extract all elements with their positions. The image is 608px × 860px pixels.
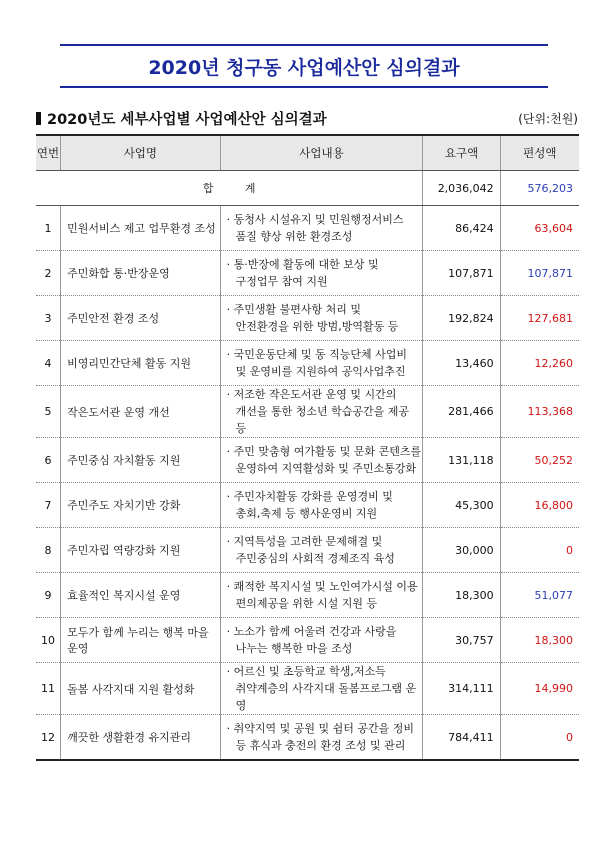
table-row [36,663,579,715]
row-requested: 86,424 [423,206,500,251]
row-desc-line1: · 어르신 및 초등학교 학생,저소득 [226,665,386,678]
row-budget: 0 [500,528,579,573]
row-desc-line1: · 쾌적한 복지시설 및 노인여가시설 이용 [226,580,418,593]
row-desc-line1: · 주민 맞춤형 여가활동 및 문화 콘텐츠를 [226,445,422,458]
row-no: 12 [36,715,61,761]
row-requested: 131,118 [423,438,500,483]
row-requested: 30,000 [423,528,500,573]
row-requested: 30,757 [423,618,500,663]
row-no: 10 [36,618,61,663]
row-name: 주민중심 자치활동 지원 [61,438,221,483]
row-desc-line1: · 주민생활 불편사항 처리 및 [226,303,362,316]
row-desc-line2: 등 휴식과 충전의 환경 조성 및 관리 [235,739,406,752]
row-requested: 314,111 [423,663,500,715]
table-row [36,251,579,296]
row-desc-line2: 주민중심의 사회적 경제조직 육성 [235,552,395,565]
row-no: 7 [36,483,61,528]
row-desc-line2: 구정업무 참여 지원 [235,275,328,288]
row-name: 민원서비스 제고 업무환경 조성 [61,206,221,251]
total-budget: 576,203 [500,171,579,206]
row-desc-line2: 안전환경을 위한 방범,방역활동 등 [235,320,399,333]
row-no: 2 [36,251,61,296]
square-bullet-icon [36,112,41,125]
row-desc-line2: 운영하여 지역활성화 및 주민소통강화 [235,462,417,475]
table-row [36,341,579,386]
row-requested: 192,824 [423,296,500,341]
row-desc-line1: · 국민운동단체 및 동 직능단체 사업비 [226,348,408,361]
row-desc-line1: · 취약지역 및 공원 및 쉼터 공간을 정비 [226,722,415,735]
row-requested: 784,411 [423,715,500,761]
col-header-no: 연번 [36,135,61,171]
section-heading-text: 2020년도 세부사업별 사업예산안 심의결과 [47,112,327,128]
row-no: 4 [36,341,61,386]
table-row [36,573,579,618]
row-desc [220,341,423,386]
table-row [36,483,579,528]
row-desc [220,483,423,528]
row-requested: 13,460 [423,341,500,386]
row-desc-line1: · 동청사 시설유지 및 민원행정서비스 [226,213,404,226]
row-budget: 51,077 [500,573,579,618]
col-header-requested: 요구액 [423,135,500,171]
row-requested: 45,300 [423,483,500,528]
row-desc [220,528,423,573]
row-requested: 18,300 [423,573,500,618]
row-no: 8 [36,528,61,573]
row-budget: 16,800 [500,483,579,528]
row-requested: 281,466 [423,386,500,438]
row-name: 주민화합 통·반장운영 [61,251,221,296]
row-desc-line2: 나누는 행복한 마을 조성 [235,642,353,655]
row-budget: 18,300 [500,618,579,663]
row-desc [220,438,423,483]
row-name: 주민주도 자치기반 강화 [61,483,221,528]
row-desc-line2: 총회,축제 등 행사운영비 지원 [235,507,378,520]
row-name: 주민자립 역량강화 지원 [61,528,221,573]
row-desc-line1: · 통·반장에 활동에 대한 보상 및 [226,258,379,271]
row-desc [220,618,423,663]
row-desc-line2: 취약계층의 사각지대 돌봄프로그램 운영 [235,682,417,712]
table-row [36,206,579,251]
row-desc [220,296,423,341]
total-requested: 2,036,042 [423,171,500,206]
table-row [36,296,579,341]
row-desc-line1: · 지역특성을 고려한 문제해결 및 [226,535,383,548]
row-no: 3 [36,296,61,341]
row-name: 돌봄 사각지대 지원 활성화 [61,663,221,715]
col-header-desc: 사업내용 [220,135,423,171]
row-desc [220,251,423,296]
row-name: 깨끗한 생활환경 유지관리 [61,715,221,761]
row-desc-line2: 편의제공을 위한 시설 지원 등 [235,597,378,610]
row-requested: 107,871 [423,251,500,296]
row-budget: 14,990 [500,663,579,715]
table-row [36,438,579,483]
row-desc [220,386,423,438]
budget-table [36,134,579,761]
row-budget: 63,604 [500,206,579,251]
total-row [36,171,579,206]
row-name: 모두가 함께 누리는 행복 마을 운영 [61,618,221,663]
row-budget: 50,252 [500,438,579,483]
header-row [36,135,579,171]
table-row [36,715,579,761]
row-name: 효율적인 복지시설 운영 [61,573,221,618]
unit-label: (단위:천원) [518,112,578,126]
table-row [36,618,579,663]
row-no: 11 [36,663,61,715]
row-desc [220,715,423,761]
row-desc-line1: · 노소가 함께 어울려 건강과 사랑을 [226,625,397,638]
row-no: 5 [36,386,61,438]
row-budget: 113,368 [500,386,579,438]
row-desc-line2: 품질 향상 위한 환경조성 [235,230,353,243]
total-label: 합 계 [36,171,423,206]
row-budget: 127,681 [500,296,579,341]
row-budget: 107,871 [500,251,579,296]
row-budget: 12,260 [500,341,579,386]
row-name: 주민안전 환경 조성 [61,296,221,341]
row-desc [220,206,423,251]
table-row [36,528,579,573]
page-title: 2020년 청구동 사업예산안 심의결과 [148,57,460,79]
row-no: 6 [36,438,61,483]
row-desc [220,573,423,618]
title-block [60,44,548,88]
col-header-budget: 편성액 [500,135,579,171]
row-desc-line1: · 주민자치활동 강화를 운영경비 및 [226,490,393,503]
section-heading [36,108,327,129]
table-row [36,386,579,438]
row-name: 작은도서관 운영 개선 [61,386,221,438]
title-bottom-rule [60,86,548,88]
col-header-name: 사업명 [61,135,221,171]
row-desc [220,663,423,715]
row-no: 1 [36,206,61,251]
row-desc-line2: 개선을 통한 청소년 학습공간을 제공 등 [235,405,410,435]
row-budget: 0 [500,715,579,761]
row-name: 비영리민간단체 활동 지원 [61,341,221,386]
row-desc-line2: 및 운영비를 지원하여 공익사업추진 [235,365,406,378]
row-no: 9 [36,573,61,618]
row-desc-line1: · 저조한 작은도서관 운영 및 시간의 [226,388,397,401]
